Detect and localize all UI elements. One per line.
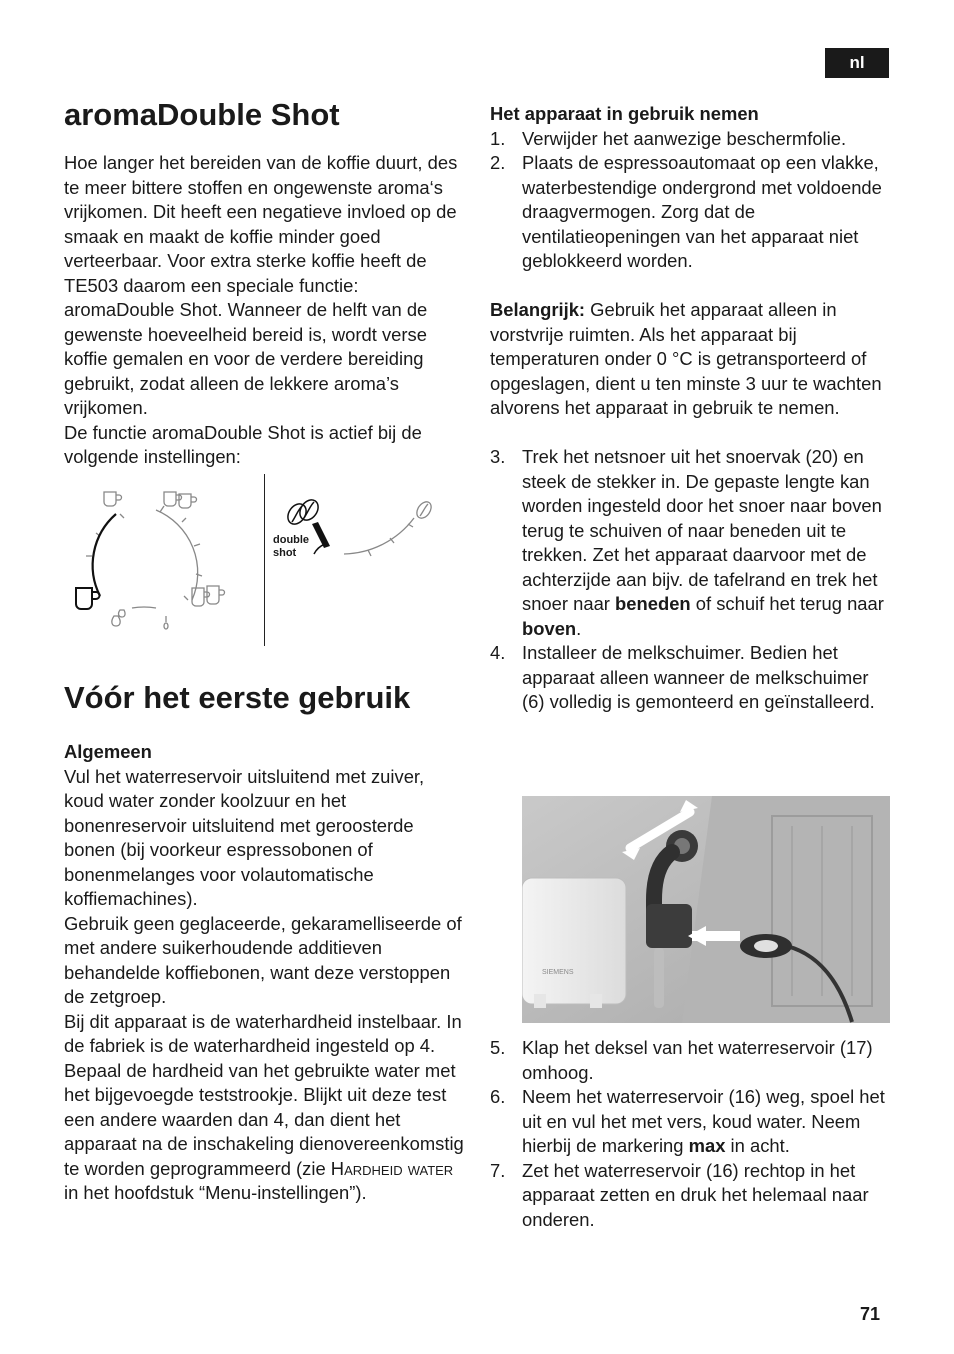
- page-number: 71: [860, 1304, 881, 1324]
- list-item: 6. Neem het waterreservoir (16) weg, spoel het uit en vul het met vers, koud water. Neem hierbij de markering max in acht.: [490, 1086, 885, 1156]
- general-paragraph-2: Gebruik geen geglaceerde, gekaramelliseerde of met andere suikerhoudende additieven behandelde koffiebonen, want deze verstoppen de zetgroep.: [64, 912, 462, 1007]
- left-column-lower: [64, 680, 468, 1206]
- right-column: [490, 102, 892, 715]
- settings-paragraph: De functie aromaDouble Shot is actief bij de volgende instellingen:: [64, 421, 422, 467]
- list-item: 7. Zet het waterreservoir (16) rechtop in het apparaat zetten en druk het helemaal naar onderen.: [490, 1159, 869, 1230]
- subheading-setup: Het apparaat in gebruik nemen: [490, 103, 759, 124]
- general-paragraph-3: Bij dit apparaat is de waterhardheid instelbaar. In de fabriek is de waterhardheid ingesteld op 4. Bepaal de hardheid van het gebruikte water met het bijgevoegde teststrookje. Blijkt uit deze test een andere waarden dan 4, dan dient het apparaat na de inschakeling dienovereenkomstig te worden geprogrammeerd (zie Hardheid water in het hoofdstuk “Menu-instellingen”).: [64, 1010, 464, 1203]
- cup-size-dial-diagram: [64, 488, 240, 640]
- setup-steps-3: [490, 1036, 892, 1232]
- brand-label: SIEMENS: [542, 969, 574, 976]
- important-note: Belangrijk: Gebruik het apparaat alleen in vorstvrije ruimten. Als het apparaat bij temperaturen onder 0 °C is getransporteerd of opgeslagen, dient u ten minste 3 uur te wachten alvorens het apparaat in gebruik te nemen.: [490, 299, 882, 418]
- hardheid-reference: Hardheid water: [330, 1157, 454, 1179]
- milk-frother-photo: [522, 796, 890, 1023]
- intro-paragraph: Hoe langer het bereiden van de koffie duurt, des te meer bittere stoffen en ongewenste aroma‘s vrijkomen. Dit heeft een negatieve invloed op de smaak en maakt de koffie minder goed verteerbaar. Voor extra sterke koffie heeft de TE503 daarom een speciale functie: aromaDouble Shot. Wanneer de helft van de gewenste hoeveelheid bereid is, wordt verse koffie gemalen en voor de verdere bereiding gebruikt, zodat alleen de lekkere aroma’s vrijkomen.: [64, 152, 458, 418]
- subheading-general: Algemeen: [64, 741, 152, 762]
- diagram-divider: [264, 474, 265, 646]
- language-tab: nl: [825, 48, 889, 78]
- general-paragraph-1: Vul het waterreservoir uitsluitend met zuiver, koud water zonder koolzuur en het bonenreservoir uitsluitend met geroosterde bonen (bij voorkeur espressobonen of bonenmelanges voor volautomatische koffiemachines).: [64, 765, 425, 909]
- section-title-aromadouble: aromaDouble Shot: [64, 97, 340, 132]
- list-item: 1. Verwijder het aanwezige beschermfolie.: [490, 127, 847, 149]
- list-item: 5. Klap het deksel van het waterreservoir (17) omhoog.: [490, 1037, 873, 1083]
- list-item: 2. Plaats de espressoautomaat op een vlakke, waterbestendige ondergrond met voldoende draagvermogen. Zorg dat de ventilatieopeningen van het apparaat niet geblokkeerd worden.: [490, 152, 882, 271]
- left-column: [64, 97, 468, 470]
- section-title-first-use: Vóór het eerste gebruik: [64, 680, 411, 715]
- right-column-lower: [490, 1036, 892, 1232]
- list-item: 4. Installeer de melkschuimer. Bedien het apparaat alleen wanneer de melkschuimer (6) volledig is gemonteerd en geïnstalleerd.: [490, 642, 875, 712]
- setup-steps-2: [490, 445, 892, 715]
- list-item: 3. Trek het netsnoer uit het snoervak (20) en steek de stekker in. De gepaste lengte kan worden ingesteld door het snoer naar boven terug te schuiven of naar beneden uit te trekken. Zet het apparaat daarvoor met de achterzijde aan bijv. de tafelrand en trek het snoer naar beneden of schuif het terug naar boven.: [490, 446, 884, 639]
- setup-steps-1: [490, 127, 892, 274]
- double-shot-label: double shot: [273, 534, 310, 559]
